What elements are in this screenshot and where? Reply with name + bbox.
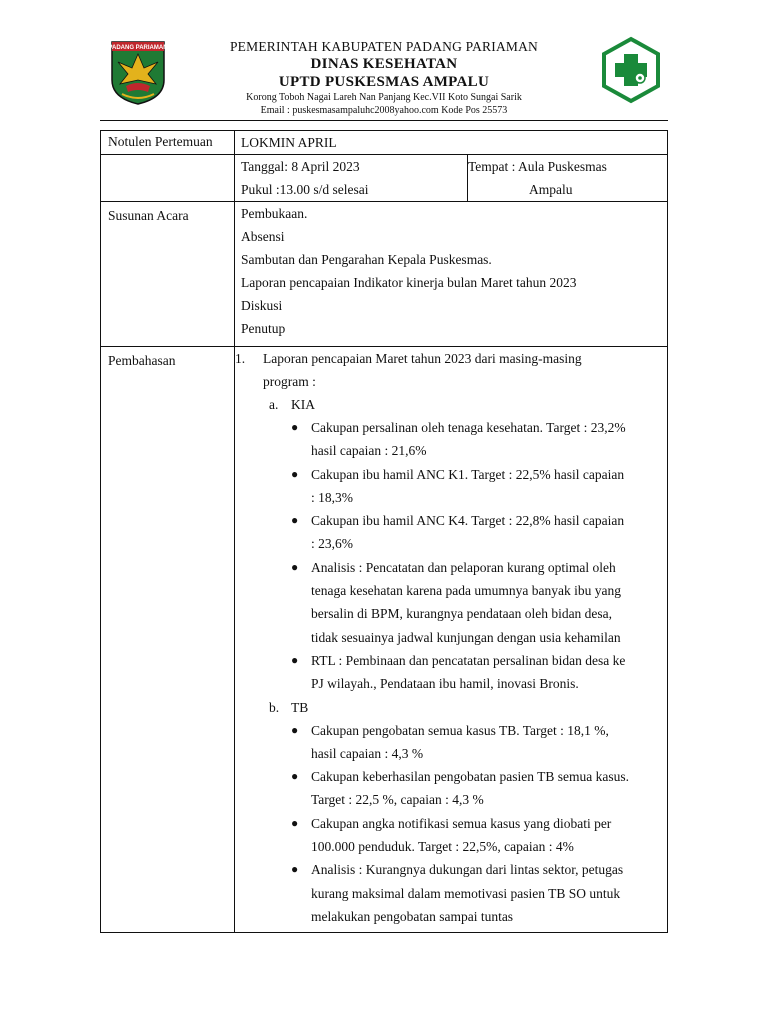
item-text-line: program : (263, 374, 316, 389)
section-letter: a. (269, 397, 279, 412)
section-name: TB (291, 699, 309, 715)
section-letter: b. (269, 699, 280, 715)
agenda-item: Absensi (241, 229, 285, 244)
letterhead-rule-thick (100, 120, 668, 121)
bullet-icon: ● (291, 420, 299, 434)
meeting-date: Tanggal: 8 April 2023 (241, 159, 360, 174)
discussion-content (235, 347, 668, 933)
agenda-item: Pembukaan. (241, 206, 308, 221)
emblem-text: PADANG PARIAMAN (108, 45, 168, 51)
bullet-icon: ● (291, 862, 299, 877)
discussion-label: Pembahasan (101, 347, 235, 933)
address: Korong Toboh Nagai Lareh Nan Panjang Kec.VII Koto Sungai Sarik (246, 92, 522, 103)
contact-info: Email : puskesmasampaluhc2008yahoo.com Kode Pos 25573 (260, 105, 508, 116)
meeting-title: LOKMIN APRIL (235, 131, 668, 155)
meeting-date-time (235, 155, 468, 201)
bullet-item: ● Cakupan ibu hamil ANC K4. Target : 22,8% hasil capaian : 23,6% (241, 509, 661, 556)
minutes-table (100, 130, 668, 933)
meeting-title-row (101, 131, 668, 155)
place-line-2: Ampalu (529, 182, 573, 197)
letterhead (100, 36, 668, 118)
bullet-icon: ● (291, 466, 299, 481)
bullet-item: ● Analisis : Pencatatan dan pelaporan kurang optimal oleh tenaga kesehatan karena pada umumnya banyak ibu yang bersalin di BPM, kurangnya pendataan oleh bidan desa, tidak sesuainya jadwal kunjungan dengan usia kehamilan (241, 556, 661, 649)
bullet-icon: ● (291, 559, 299, 574)
meeting-place (468, 155, 668, 201)
meeting-time: Pukul :13.00 s/d selesai (241, 182, 369, 197)
agenda-item: Laporan pencapaian Indikator kinerja bulan Maret tahun 2023 (241, 275, 577, 290)
bullet-icon: ● (291, 652, 299, 667)
padang-pariaman-emblem-icon (108, 40, 168, 106)
agenda-row (101, 202, 668, 347)
agenda-item: Penutup (241, 321, 286, 336)
puskesmas-logo-icon (600, 36, 662, 104)
bullet-icon: ● (291, 513, 299, 528)
government-name: PEMERINTAH KABUPATEN PADANG PARIAMAN (229, 39, 539, 54)
place-line-1: Tempat : Aula Puskesmas (468, 159, 607, 174)
bullet-icon: ● (291, 722, 299, 737)
bullet-item: ● Cakupan persalinan oleh tenaga kesehatan. Target : 23,2% hasil capaian : 21,6% (241, 416, 661, 463)
bullet-icon: ● (291, 815, 299, 830)
date-place-row (101, 155, 668, 202)
item-number: 1. (235, 351, 246, 366)
agenda-label: Susunan Acara (101, 202, 235, 347)
discussion-item (235, 347, 661, 393)
bullet-item: ● Analisis : Kurangnya dukungan dari lintas sektor, petugas kurang maksimal dalam memotivasi pasien TB SO untuk melakukan pengobatan sampai tuntas (241, 858, 661, 928)
section-name: KIA (291, 397, 315, 412)
bullet-item: ● Cakupan angka notifikasi semua kasus yang diobati per 100.000 penduduk. Target : 22,5%, capaian : 4% (241, 812, 661, 859)
discussion-row (101, 347, 668, 933)
section-heading-tb (241, 696, 661, 719)
agenda-item: Diskusi (241, 298, 283, 313)
bullet-item: ● RTL : Pembinaan dan pencatatan persalinan bidan desa ke PJ wilayah., Pendataan ibu hamil, inovasi Bronis. (241, 649, 661, 696)
agenda-list (235, 202, 668, 347)
agenda-item: Sambutan dan Pengarahan Kepala Puskesmas. (241, 252, 492, 267)
item-text-line: Laporan pencapaian Maret tahun 2023 dari masing-masing (263, 351, 582, 366)
bullet-icon: ● (291, 769, 299, 784)
bullet-item: ● Cakupan ibu hamil ANC K1. Target : 22,5% hasil capaian : 18,3% (241, 463, 661, 510)
department-name: DINAS KESEHATAN (310, 56, 458, 72)
bullet-item: ● Cakupan pengobatan semua kasus TB. Target : 18,1 %, hasil capaian : 4,3 % (241, 719, 661, 766)
bullet-item: ● Cakupan keberhasilan pengobatan pasien TB semua kasus. Target : 22,5 %, capaian : 4,3 % (241, 765, 661, 812)
meeting-label: Notulen Pertemuan (101, 131, 235, 155)
section-heading-kia (241, 393, 661, 416)
puskesmas-name: UPTD PUSKESMAS AMPALU (278, 74, 490, 90)
